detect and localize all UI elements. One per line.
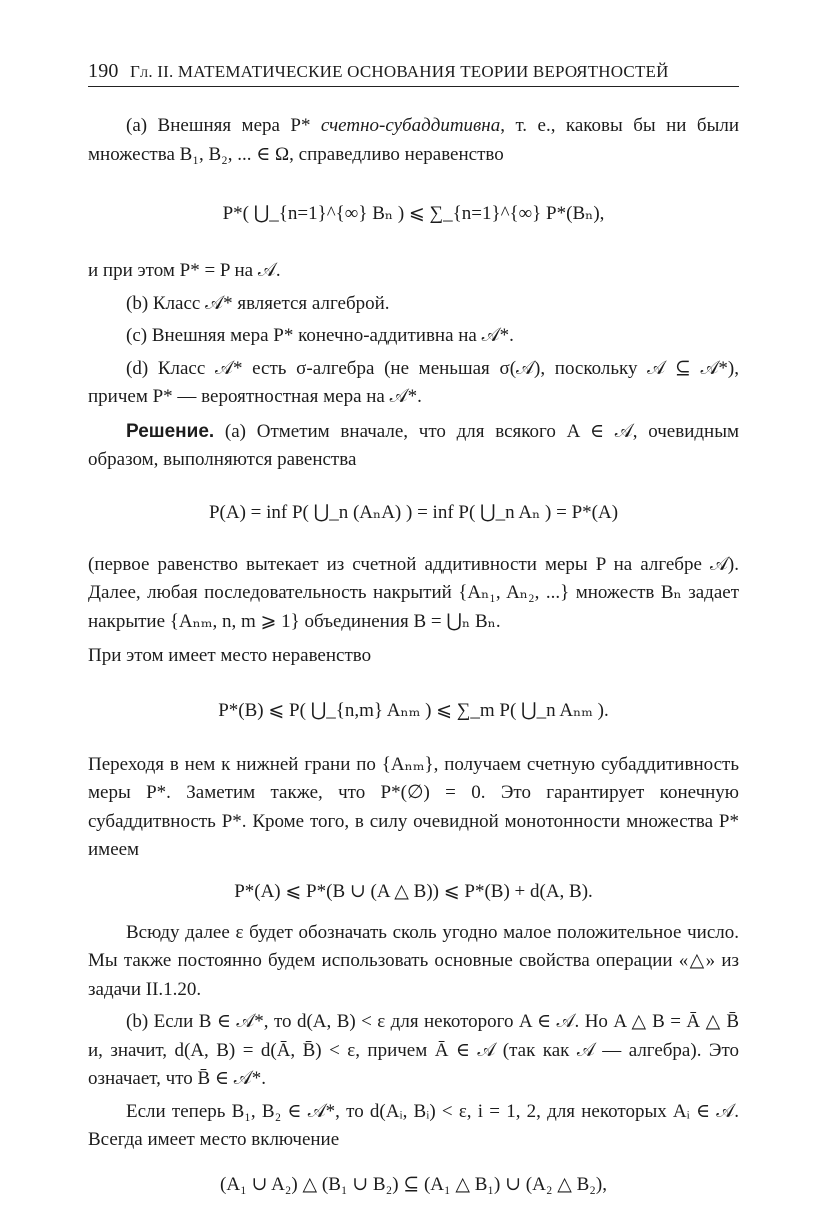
formula-monotonicity — [88, 865, 739, 919]
paragraph-b-proof: (b) Если B ∈ 𝒜*, то d(A, B) < ε для некоторого A ∈ 𝒜. Но A △ B = Ā △ B̄ и, значит, d(A, B) = d(Ā, B̄) < ε, причем Ā ∈ 𝒜 (так как 𝒜 — алгебра). Это означает, что B̄ ∈ 𝒜*. — [88, 1011, 739, 1089]
page-number: 190 — [88, 60, 119, 82]
formula-1-text: P*( ⋃_{n=1}^{∞} Bₙ ) ⩽ ∑_{n=1}^{∞} P*(Bₙ), — [222, 202, 605, 224]
emphasis-term: счетно-субаддитивна — [320, 115, 501, 136]
formula-inequality — [88, 671, 739, 751]
paragraph-b: (b) Класс 𝒜* является алгеброй. — [126, 292, 390, 314]
formula-2-text: P(A) = inf P( ⋃_n (AₙA) ) = inf P( ⋃_n Aₙ ) = P*(A) — [208, 502, 619, 523]
paragraph-d: (d) Класс 𝒜* есть σ-алгебра (не меньшая σ(𝒜), поскольку 𝒜 ⊆ 𝒜*), причем P* — вероятностная мера на 𝒜*. — [88, 357, 739, 407]
paragraph-infimum: Переходя в нем к нижней грани по {Aₙₘ}, получаем счетную субаддитивность меры P*. Заметим также, что P*(∅) = 0. Это гарантирует конечную субаддитвность P*. Кроме того, в силу очевидной монотонности множества P* имеем — [88, 753, 739, 860]
paragraph-union: Если теперь B₁, B₂ ∈ 𝒜*, то d(Aᵢ, Bᵢ) < ε, i = 1, 2, для некоторых Aᵢ ∈ 𝒜. Всегда имеет место включение — [88, 1100, 739, 1150]
formula-equalities — [88, 475, 739, 551]
paragraph-c: (c) Внешняя мера P* конечно-аддитивна на 𝒜*. — [126, 325, 514, 346]
paragraph-a-cont: и при этом P* = P на 𝒜. — [88, 260, 281, 281]
formula-3-text: P*(B) ⩽ P( ⋃_{n,m} Aₙₘ ) ⩽ ∑_m P( ⋃_n Aₙₘ ). — [218, 700, 609, 721]
formula-4-text: P*(A) ⩽ P*(B ∪ (A △ B)) ⩽ P*(B) + d(A, B). — [234, 881, 593, 902]
paragraph-inequality-intro: При этом имеет место неравенство — [88, 645, 372, 666]
running-head: Гл. II. МАТЕМАТИЧЕСКИЕ ОСНОВАНИЯ ТЕОРИИ ВЕРОЯТНОСТЕЙ — [130, 62, 669, 81]
formula-5-text: (A₁ ∪ A₂) △ (B₁ ∪ B₂) ⊆ (A₁ △ B₁) ∪ (A₂ △ B₂), — [220, 1174, 607, 1195]
solution-text: (a) Отметим вначале, что для всякого A ∈ 𝒜, очевидным образом, выполняются равенства — [88, 420, 739, 470]
paragraph-a — [88, 112, 739, 169]
formula-subadditivity — [88, 169, 739, 257]
page-header — [88, 56, 739, 87]
paragraph-epsilon: Всюду далее ε будет обозначать сколь угодно малое положительное число. Мы также постоянно будем использовать основные свойства операции «△» из задачи II.1.20. — [88, 921, 739, 1000]
paragraph-a-text-end: , т. е., каковы бы ни были множества B₁, B₂, ... ∈ Ω, справедливо неравенство — [88, 115, 739, 165]
paragraph-a-text: (а) Внешняя мера P* — [126, 115, 321, 136]
paragraph-solution — [88, 418, 739, 475]
paragraph-coverings: (первое равенство вытекает из счетной аддитивности меры P на алгебре 𝒜). Далее, любая последовательность накрытий {Aₙ₁, Aₙ₂, ...} множеств Bₙ задает накрытие {Aₙₘ, n, m ⩾ 1} объединения B = ⋃ₙ Bₙ. — [88, 553, 739, 632]
formula-inclusion — [88, 1155, 739, 1215]
page-body — [88, 112, 739, 1215]
solution-label: Решение. — [126, 420, 215, 442]
